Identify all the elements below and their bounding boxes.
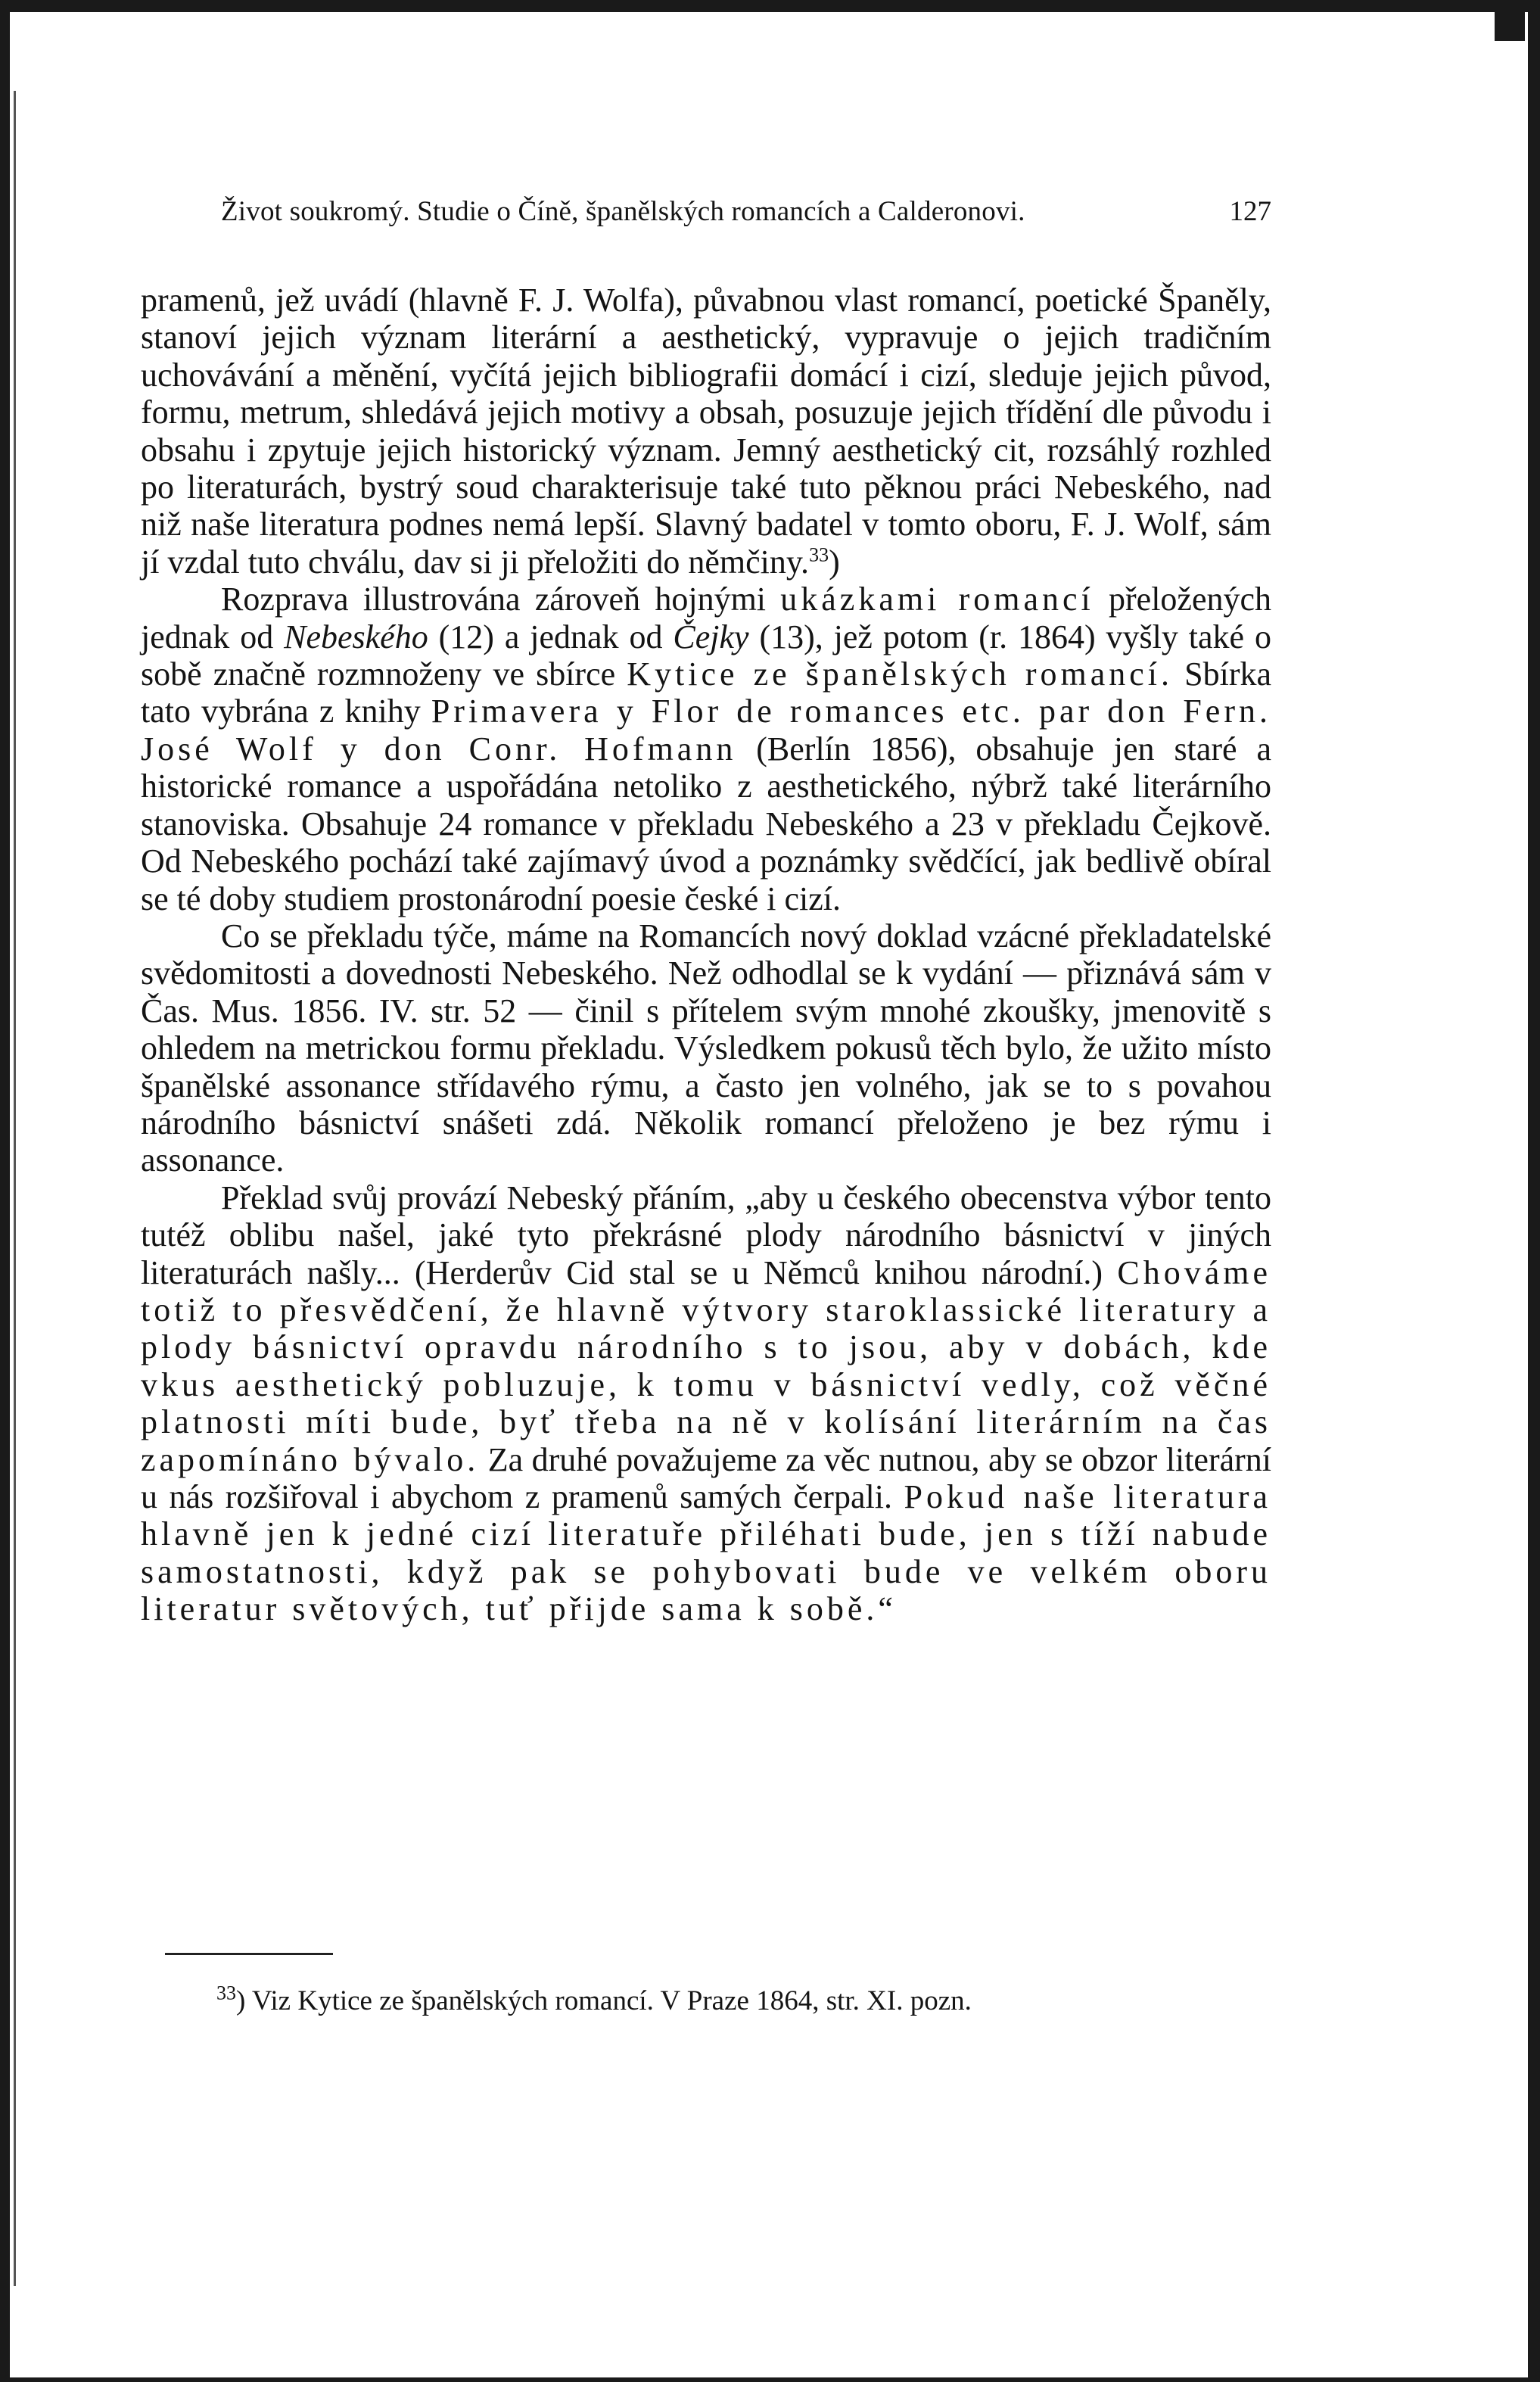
footnote-separator (165, 1953, 333, 1955)
scan-border-bottom (0, 2377, 1540, 2382)
paragraph-2-italic-cejky: Čejky (673, 618, 749, 655)
scan-binding-shadow (14, 91, 16, 2286)
running-header (221, 195, 1271, 233)
footnote-ref-33: 33 (809, 543, 829, 566)
paragraph-2-text-1: Rozprava illustrována zároveň hojnými (221, 581, 781, 618)
page-number: 127 (1229, 196, 1271, 227)
paragraph-2-italic-nebeskeho: Nebeského (284, 618, 428, 655)
paragraph-1-text: pramenů, jež uvádí (hlavně F. J. Wolfa), půvabnou vlast romancí, poetické Španěly, stanoví jejich význam literární a aesthetický, vypravuje o jejich tradičním uchovávání a měnění, vyčítá jejich bibliografii domácí i cizí, sleduje jejich původ, formu, metrum, shledává jejich motivy a obsah, posuzuje jejich třídění dle původu i obsahu i zpytuje jejich historický význam. Jemný aesthetický cit, rozsáhlý rozhled po literaturách, bystrý soud charakterisuje také tuto pěknou práci Nebeského, nad niž naše literatura podnes nemá lepší. Slavný badatel v tomto oboru, F. J. Wolf, sám jí vzdal tuto chválu, dav si ji přeložiti do němčiny. (141, 282, 1271, 581)
paragraph-4-text-2: Za druhé považujeme za věc nutnou, aby se obzor literární u nás rozšiřoval i abychom z pramenů samých čerpali. (141, 1440, 1272, 1515)
paragraph-1: pramenů, jež uvádí (hlavně F. J. Wolfa), půvabnou vlast romancí, poetické Španěly, stanoví jejich význam literární a aesthetický, vypravuje o jejich tradičním uchovávání a měnění, vyčítá jejich bibliografii domácí i cizí, sleduje jejich původ, formu, metrum, shledává jejich motivy a obsah, posuzuje jejich třídění dle původu i obsahu i zpytuje jejich historický význam. Jemný aesthetický cit, rozsáhlý rozhled po literaturách, bystrý soud charakterisuje také tuto pěknou práci Nebeského, nad niž naše literatura podnes nemá lepší. Slavný badatel v tomto oboru, F. J. Wolf, sám jí vzdal tuto chválu, dav si ji přeložiti do němčiny.$^{33}$) (141, 282, 1271, 581)
paragraph-2-text-2: přeložených jednak od (141, 581, 1272, 655)
scan-border-top (0, 0, 1540, 12)
main-text (141, 282, 1271, 1628)
paragraph-4-spaced-2: Pokud naše literatura hlavně jen k jedné cizí literatuře přiléhati bude, jen s tíží nabude samostatnosti, když pak se pohybovati bude ve velkém oboru literatur světových, tuť přijde sama k sobě.“ (141, 1478, 1271, 1628)
paragraph-2-spaced-1: ukázkami romancí (780, 581, 1094, 618)
paragraph-2-text-4: (13), jež potom (r. 1864) vyšly také o sobě značně rozmnoženy ve sbírce (141, 618, 1271, 693)
paragraph-3-text: Co se překladu týče, máme na Romancích nový doklad vzácné překladatelské svědomitosti a dovednosti Nebeského. Než odhodlal se k vydání — přiznává sám v Čas. Mus. 1856. IV. str. 52 — činil s přítelem svým mnohé zkoušky, jmenovitě s ohledem na metrickou formu překladu. Výsledkem pokusů těch bylo, že užito místo španělské assonance střídavého rýmu, a často jen volného, jak se to s povahou národního básnictví snášeti zdá. Několik romancí přeloženo je bez rýmu i assonance. (141, 917, 1271, 1179)
paragraph-4 (141, 1179, 1271, 1628)
footnote-marker: 33 (216, 1982, 236, 2004)
paragraph-3 (141, 917, 1271, 1179)
paragraph-2-text-5: Sbírka tato vybrána z knihy (141, 655, 1272, 730)
scan-corner-mark (1495, 8, 1525, 41)
footnote-33 (216, 1983, 1276, 2019)
running-title: Život soukromý. Studie o Číně, španělských romancích a Calderonovi. (221, 196, 1025, 227)
scan-border-right (1528, 0, 1540, 2382)
footnote-text: ) Viz Kytice ze španělských romancí. V Praze 1864, str. XI. pozn. (236, 1985, 972, 2016)
paragraph-2 (141, 581, 1271, 917)
scan-border-left (0, 0, 10, 2382)
paragraph-2-text-3: (12) a jednak od (428, 618, 674, 655)
paragraph-2-spaced-kytice: Kytice ze španělských romancí. (627, 655, 1174, 693)
paragraph-4-spaced-1: Chováme totiž to přesvědčení, že hlavně výtvory staroklassické literatury a plody básnictví opravdu národního s to jsou, aby v dobách, kde vkus aesthetický pobluzuje, k tomu v básnictví vedly, což věčné platnosti míti bude, byť třeba na ně v kolísání literárním na čas zapomínáno bývalo. (141, 1253, 1271, 1478)
paragraph-4-text-1: Překlad svůj provází Nebeský přáním, „aby u českého obecenstva výbor tento tutéž oblibu našel, jaké tyto překrásné plody národního básnictví v jiných literaturách našly... (Herderův Cid stal se u Němců knihou národní.) (141, 1179, 1271, 1291)
paragraph-2-text-6: (Berlín 1856), obsahuje jen staré a historické romance a uspořádána netoliko z aesthetického, nýbrž také literárního stanoviska. Obsahuje 24 romance v překladu Nebeského a 23 v překladu Čejkově. Od Nebeského pochází také zajímavý úvod a poznámky svědčící, jak bedlivě obíral se té doby studiem prostonárodní poesie české i cizí. (141, 730, 1272, 917)
paragraph-2-spaced-primavera: Primavera y Flor de romances etc. par don Fern. José Wolf y don Conr. Hofmann (141, 693, 1271, 768)
